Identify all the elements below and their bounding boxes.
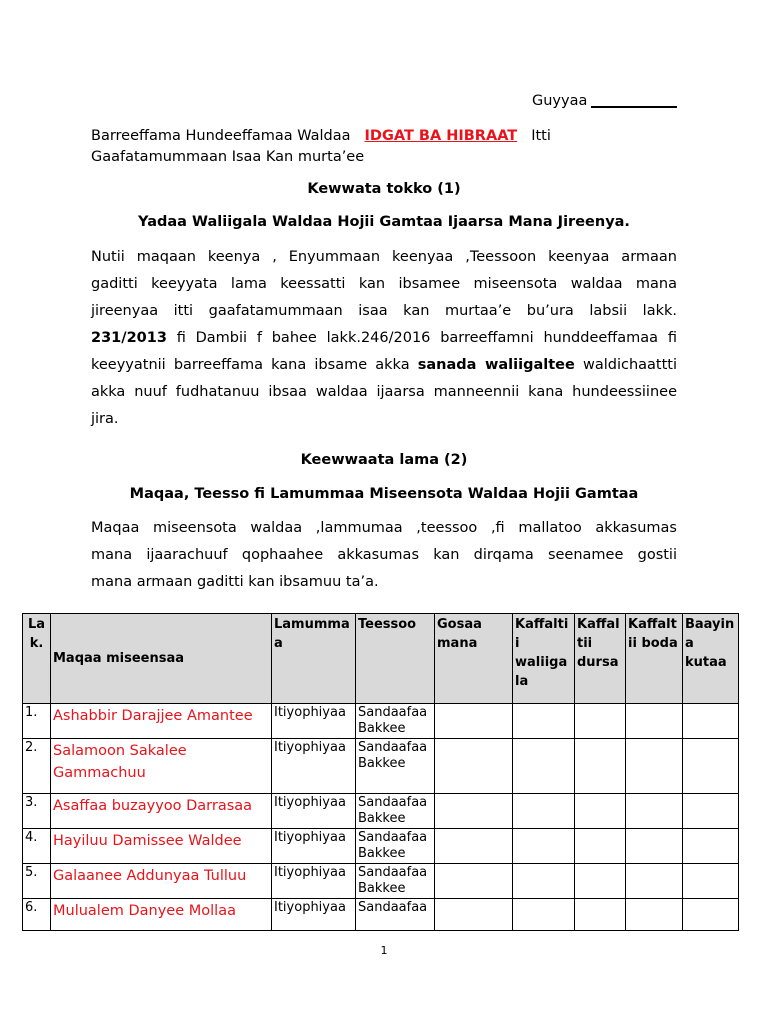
intro-prefix: Barreeffama Hundeeffamaa Waldaa <box>91 128 351 144</box>
table-row: 4. Hayiluu Damissee Waldee Itiyophiyaa Sandaafaa Bakkee <box>23 829 739 864</box>
member-name: Ashabbir Darajjee Amantee <box>51 704 272 739</box>
paragraph-line: keeyyatnii barreeffama kana ibsame akka sanada waliigaltee waldichaattti <box>91 357 678 373</box>
member-name: Mulualem Danyee Mollaa <box>51 899 272 931</box>
member-name: Salamoon Sakalee Gammachuu <box>51 739 272 794</box>
members-table <box>22 613 739 931</box>
paragraph-line: jira. <box>91 411 119 427</box>
paragraph-line: mana armaan gaditti kan ibsamuu ta’a. <box>91 574 379 590</box>
member-name: Asaffaa buzayyoo Darrasaa <box>51 794 272 829</box>
section1-paragraph <box>91 244 677 433</box>
table-row: 3. Asaffaa buzayyoo Darrasaa Itiyophiyaa Sandaafaa Bakkee <box>23 794 739 829</box>
col-header-house-type: Gosaa mana <box>435 614 513 704</box>
paragraph-line: Maqaa miseensota waldaa ,lammumaa ,teessoo ,fi mallatoo akkasumas <box>91 520 677 536</box>
organization-name: IDGAT BA HIBRAAT <box>364 128 518 144</box>
col-header-pay-agreed: Kaffalti i waliiga la <box>513 614 575 704</box>
col-header-nationality: Lamumma a <box>272 614 356 704</box>
section1-subtitle: Yadaa Waliigala Waldaa Hojii Gamtaa Ijaarsa Mana Jireenya. <box>138 214 630 230</box>
law-number: 231/2013 <box>91 330 167 346</box>
intro-suffix: Itti <box>531 128 551 144</box>
paragraph-line: jireenyaa itti gaafatamummaan isaa kan murtaa’e bu’ura labsii lakk. <box>91 303 677 319</box>
paragraph-line: Nutii maqaan keenya , Enyummaan keenyaa ,Teessoon keenyaa armaan <box>91 249 677 265</box>
agreement-term: sanada waliigaltee <box>417 357 575 373</box>
section2-subtitle: Maqaa, Teesso fi Lamummaa Miseensota Waldaa Hojii Gamtaa <box>129 486 639 502</box>
date-field <box>532 92 677 109</box>
paragraph-line: mana ijaarachuuf qophaahee akkasumas kan dirqama seenamee gostii <box>91 547 677 563</box>
paragraph-line: gaditti keeyyata lama keessatti kan ibsamee miseensota waldaa mana <box>91 276 677 292</box>
paragraph-line: akka nuuf fudhatanuu ibsaa waldaa ijaarsa manneennii kana hundeessiinee <box>91 384 677 400</box>
table-header-row <box>23 614 739 704</box>
col-header-remaining: Baayin a kutaa <box>683 614 739 704</box>
page-number: 1 <box>380 944 388 957</box>
section2-paragraph <box>91 515 677 596</box>
intro-text <box>91 126 691 168</box>
member-name: Hayiluu Damissee Waldee <box>51 829 272 864</box>
col-header-name: Maqaa miseensaa <box>51 614 272 704</box>
date-label: Guyyaa <box>532 93 588 109</box>
col-header-pay-entry: Kaffal tii dursa <box>575 614 626 704</box>
intro-line2: Gaafatamummaan Isaa Kan murta’ee <box>91 149 365 165</box>
table-row: 2. Salamoon Sakalee Gammachuu Itiyophiyaa Sandaafaa Bakkee <box>23 739 739 794</box>
table-row: 5. Galaanee Addunyaa Tulluu Itiyophiyaa Sandaafaa Bakkee <box>23 864 739 899</box>
col-header-pay-loan: Kaffalt ii boda <box>626 614 683 704</box>
section1-title: Kewwata tokko (1) <box>307 181 461 197</box>
paragraph-line: 231/2013 fi Dambii f bahee lakk.246/2016 barreeffamni hunddeeffamaa fi <box>91 330 677 346</box>
table-row: 6. Mulualem Danyee Mollaa Itiyophiyaa Sandaafaa <box>23 899 739 931</box>
member-name: Galaanee Addunyaa Tulluu <box>51 864 272 899</box>
table-row: 1. Ashabbir Darajjee Amantee Itiyophiyaa Sandaafaa Bakkee <box>23 704 739 739</box>
col-header-lak: La k. <box>23 614 51 704</box>
section2-title: Keewwaata lama (2) <box>300 452 468 468</box>
col-header-address: Teessoo <box>356 614 435 704</box>
date-blank-line <box>591 92 677 108</box>
